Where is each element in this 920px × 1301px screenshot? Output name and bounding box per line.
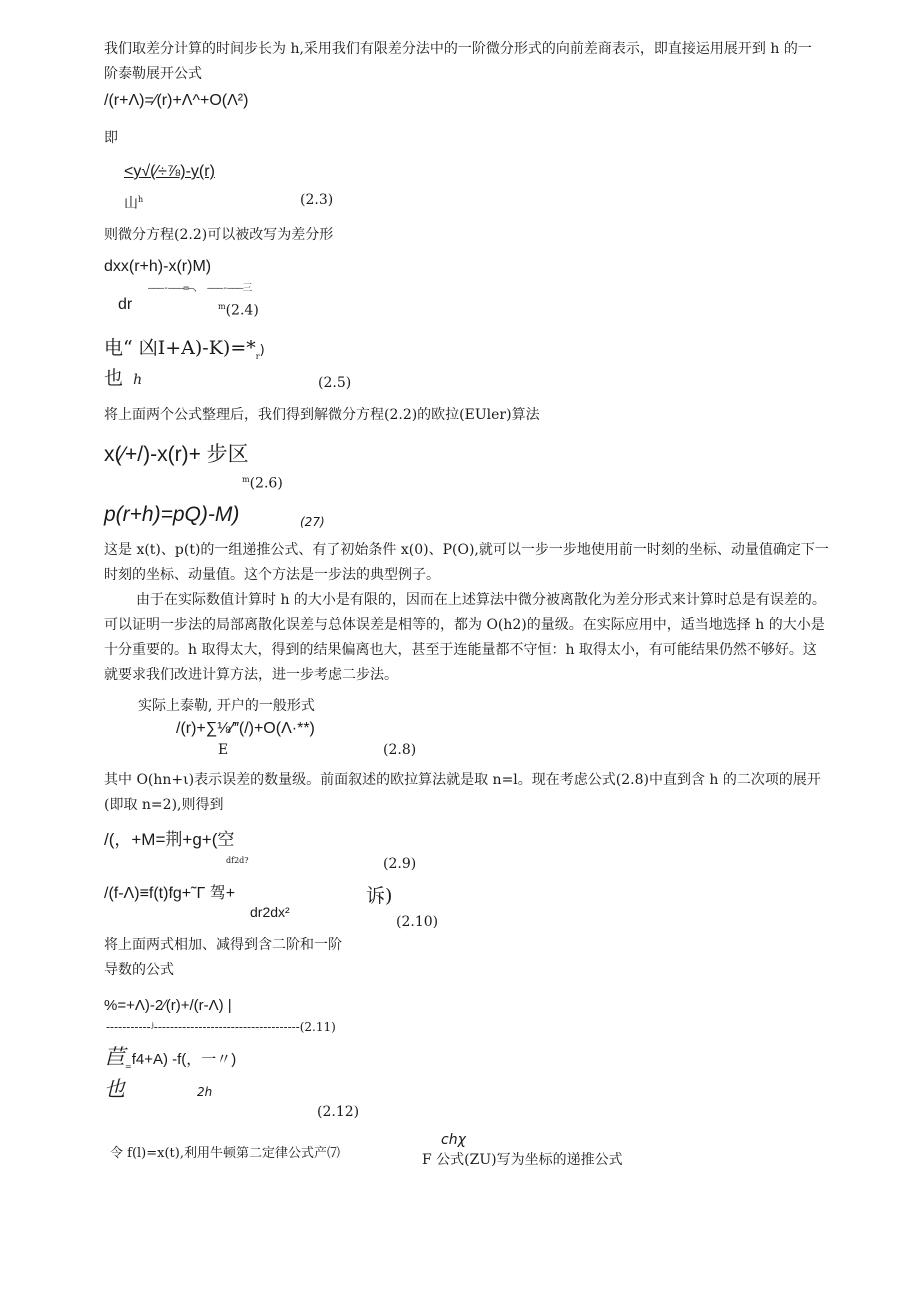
paragraph-9-line-1: 将上面两式相加、减得到含二阶和一阶 (104, 937, 342, 953)
equation-2-12-left: 也 (104, 1077, 125, 1101)
equation-2-5-h: h (133, 372, 143, 388)
equation-2-10-top: /(f-Λ)≡f(t)fg+˜Γ 驾+ (104, 885, 236, 902)
equation-2-12-number: (2.12) (317, 1104, 360, 1120)
equation-2-4-sup: m (218, 302, 226, 311)
equation-2-8-top: /(r)+∑⅛∕‴(/)+O(Λ·**) (176, 720, 315, 737)
paragraph-6-line-3: 十分重要的。h 取得太大，得到的结果偏离也大，甚至于连能量都不守恒：h 取得太小，有可能结果仍然不够好。这 (104, 642, 817, 658)
equation-2-9-small: df2d? (226, 856, 249, 865)
equation-taylor: /(r+Λ)=∕(r)+Λ^+O(Λ²) (104, 92, 249, 109)
equation-2-10-mid: dr2dx² (250, 904, 290, 920)
paragraph-7: 实际上泰勒, 开户的一般形式 (138, 698, 315, 714)
equation-2-6-number-wrap (242, 471, 283, 493)
equation-2-5-bottom (104, 366, 142, 392)
equation-2-7-number: (27) (300, 515, 325, 529)
paragraph-8-line-2: (即取 n=2),则得到 (104, 797, 224, 813)
equation-2-5-top (104, 336, 265, 369)
equation-2-5-top-text: 电“ 凶I+A)-K)=* (104, 337, 256, 359)
paragraph-8-line-1: 其中 O(hn+ι)表示误差的数量级。前面叙述的欧拉算法就是取 n=l。现在考虑公式(2.8)中直到含 h 的二次项的展开 (104, 772, 821, 788)
paragraph-5-line-1: 这是 x(t)、p(t)的一组递推公式、有了初始条件 x(0)、P(O),就可以一步一步地使用前一时刻的坐标、动量值确定下一 (104, 542, 829, 558)
equation-2-4-left: dr (118, 296, 133, 313)
paragraph-3: 则微分方程(2.2)可以被改写为差分形 (104, 227, 334, 243)
paragraph-5-line-2: 时刻的坐标、动量值。这个方法是一步法的典型例子。 (104, 567, 440, 583)
equation-2-6-sup: m (242, 475, 250, 484)
paragraph-10-right: F 公式(ZU)写为坐标的递推公式 (422, 1152, 623, 1168)
paragraph-4: 将上面两个公式整理后，我们得到解微分方程(2.2)的欧拉(EUler)算法 (104, 407, 540, 423)
equation-2-4-number-wrap (218, 298, 259, 320)
equation-2-5-sub: r (255, 351, 260, 361)
equation-2-12-h: 2h (197, 1085, 213, 1099)
equation-2-11-top: %=+Λ)-2∕(r)+/(r-Λ) | (104, 997, 232, 1014)
equation-2-9-top: /(，+M=荆+g+(空 (104, 830, 235, 849)
equation-2-7: p(r+h)=pQ)-M) (104, 503, 240, 526)
paragraph-1-line-2: 阶泰勒展开公式 (104, 66, 202, 82)
equation-2-4-fraction-line: ———-———=—、 ———-———三 (148, 283, 252, 294)
equation-2-6-number: (2.6) (249, 475, 283, 492)
paragraph-6-line-4: 就要求我们改进计算方法，进一步考虑二步法。 (104, 667, 398, 683)
equation-2-11-line: -----------ʲ------------------------------------(2.11) (106, 1020, 336, 1034)
paragraph-6-line-2: 可以证明一步法的局部离散化误差与总体误差是相等的，都为 O(h2)的量级。在实际应用中，适当地选择 h 的大小是 (104, 617, 825, 633)
paragraph-2: 即 (104, 130, 118, 146)
equation-2-10-number: (2.10) (396, 914, 439, 930)
equation-2-5-close: ) (259, 343, 265, 358)
equation-2-4-number: (2.4) (225, 302, 259, 319)
equation-2-3-sup: h (138, 195, 144, 204)
equation-2-12-rest: f4+A) -f(，一〃) (131, 1051, 237, 1068)
equation-2-12-lead: 苣 (104, 1045, 125, 1069)
equation-2-3-denominator (124, 191, 143, 213)
equation-2-3-number: (2.3) (300, 192, 334, 208)
paragraph-9-line-2: 导数的公式 (104, 962, 174, 978)
equation-2-3-left: 山 (124, 195, 138, 212)
equation-2-12-top (104, 1044, 236, 1080)
equation-2-5-number: (2.5) (318, 375, 352, 391)
equation-2-4-top: dxx(r+h)-x(r)M) (104, 258, 212, 275)
equation-2-10-right: 诉) (366, 885, 393, 907)
equation-2-12-sub: = (125, 1062, 132, 1072)
equation-2-8-number: (2.8) (383, 742, 417, 758)
equation-2-6-top: x(∕+/)-x(r)+ 步区 (104, 443, 249, 466)
paragraph-1-line-1: 我们取差分计算的时间步长为 h,采用我们有限差分法中的一阶微分形式的向前差商表示，即直接运用展开到 h 的一 (104, 41, 812, 57)
paragraph-6-line-1: 由于在实际数值计算时 h 的大小是有限的，因而在上述算法中微分被离散化为差分形式来计算时总是有误差的。 (136, 592, 826, 608)
equation-2-5-left: 也 (104, 367, 124, 389)
equation-2-3-numerator: <y√(∕÷⅞)-y(r) (124, 163, 215, 180)
paragraph-10-top: chχ (441, 1132, 466, 1148)
equation-2-8-bottom: E (218, 742, 229, 758)
paragraph-10-left: 令 f(l)=x(t),利用牛顿第二定律公式产⑺ (110, 1146, 340, 1161)
equation-2-9-number: (2.9) (383, 856, 417, 872)
